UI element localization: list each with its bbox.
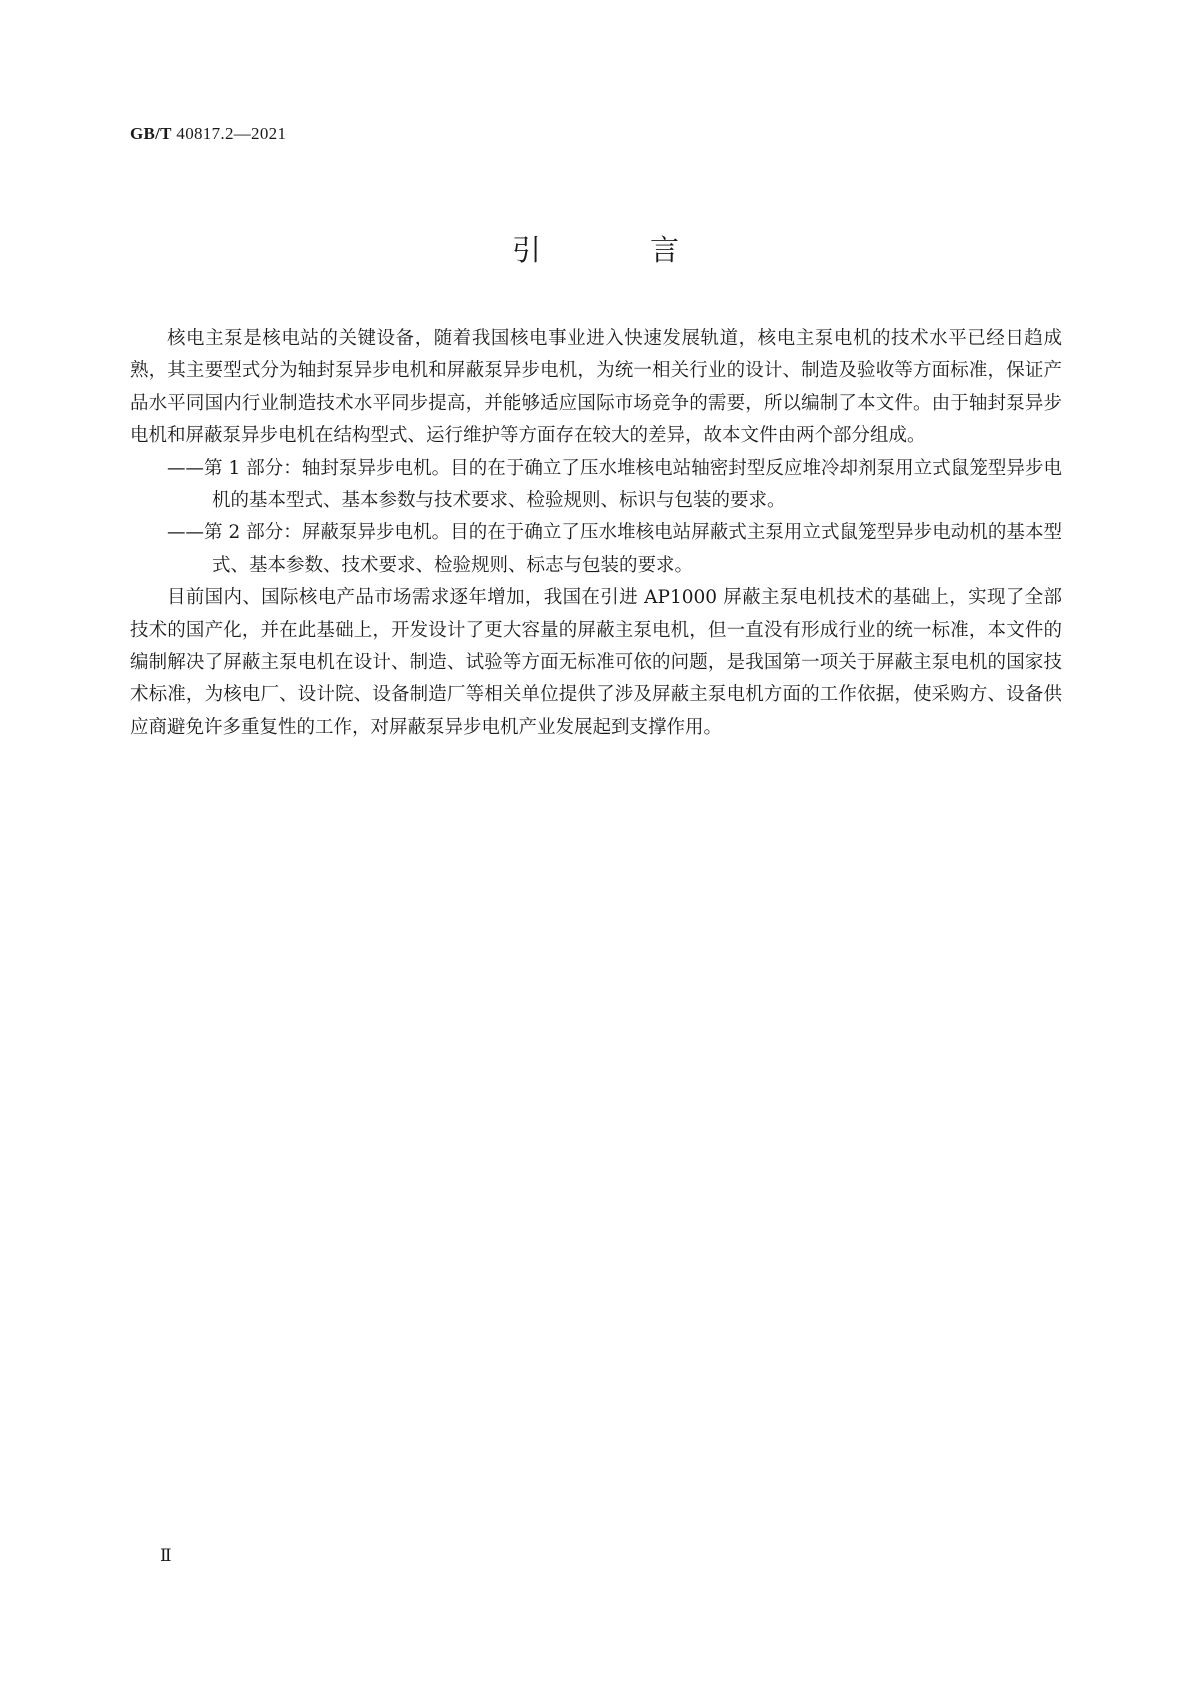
intro-paragraph-1: 核电主泵是核电站的关键设备，随着我国核电事业进入快速发展轨道，核电主泵电机的技术水平已经日趋成熟，其主要型式分为轴封泵异步电机和屏蔽泵异步电机，为统一相关行业的设计、制造及验收等方面标准，保证产品水平同国内行业制造技术水平同步提高，并能够适应国际市场竞争的需要，所以编制了本文件。由于轴封泵异步电机和屏蔽泵异步电机在结构型式、运行维护等方面存在较大的差异，故本文件由两个部分组成。: [130, 328, 1062, 447]
page-number: Ⅱ: [160, 1546, 172, 1565]
section-title: 引 言: [511, 233, 719, 267]
standard-code: GB/T: [130, 124, 172, 143]
list-item-part-1: ——第 1 部分：轴封泵异步电机。目的在于确立了压水堆核电站轴密封型反应堆冷却剂泵用立式鼠笼型异步电机的基本型式、基本参数与技术要求、检验规则、标识与包装的要求。: [167, 457, 1062, 512]
standard-number: 40817.2—2021: [176, 124, 287, 143]
introduction-body: [130, 323, 1062, 744]
list-item-part-2: ——第 2 部分：屏蔽泵异步电机。目的在于确立了压水堆核电站屏蔽式主泵用立式鼠笼型异步电动机的基本型式、基本参数、技术要求、检验规则、标志与包装的要求。: [167, 522, 1062, 576]
intro-paragraph-2: 目前国内、国际核电产品市场需求逐年增加，我国在引进 AP1000 屏蔽主泵电机技术的基础上，实现了全部技术的国产化，并在此基础上，开发设计了更大容量的屏蔽主泵电机，但一直没有形成行业的统一标准，本文件的编制解决了屏蔽主泵电机在设计、制造、试验等方面无标准可依的问题，是我国第一项关于屏蔽主泵电机的国家技术标准，为核电厂、设计院、设备制造厂等相关单位提供了涉及屏蔽主泵电机方面的工作依据，使采购方、设备供应商避免许多重复性的工作，对屏蔽泵异步电机产业发展起到支撑作用。: [130, 587, 1062, 738]
document-header: [130, 124, 286, 144]
